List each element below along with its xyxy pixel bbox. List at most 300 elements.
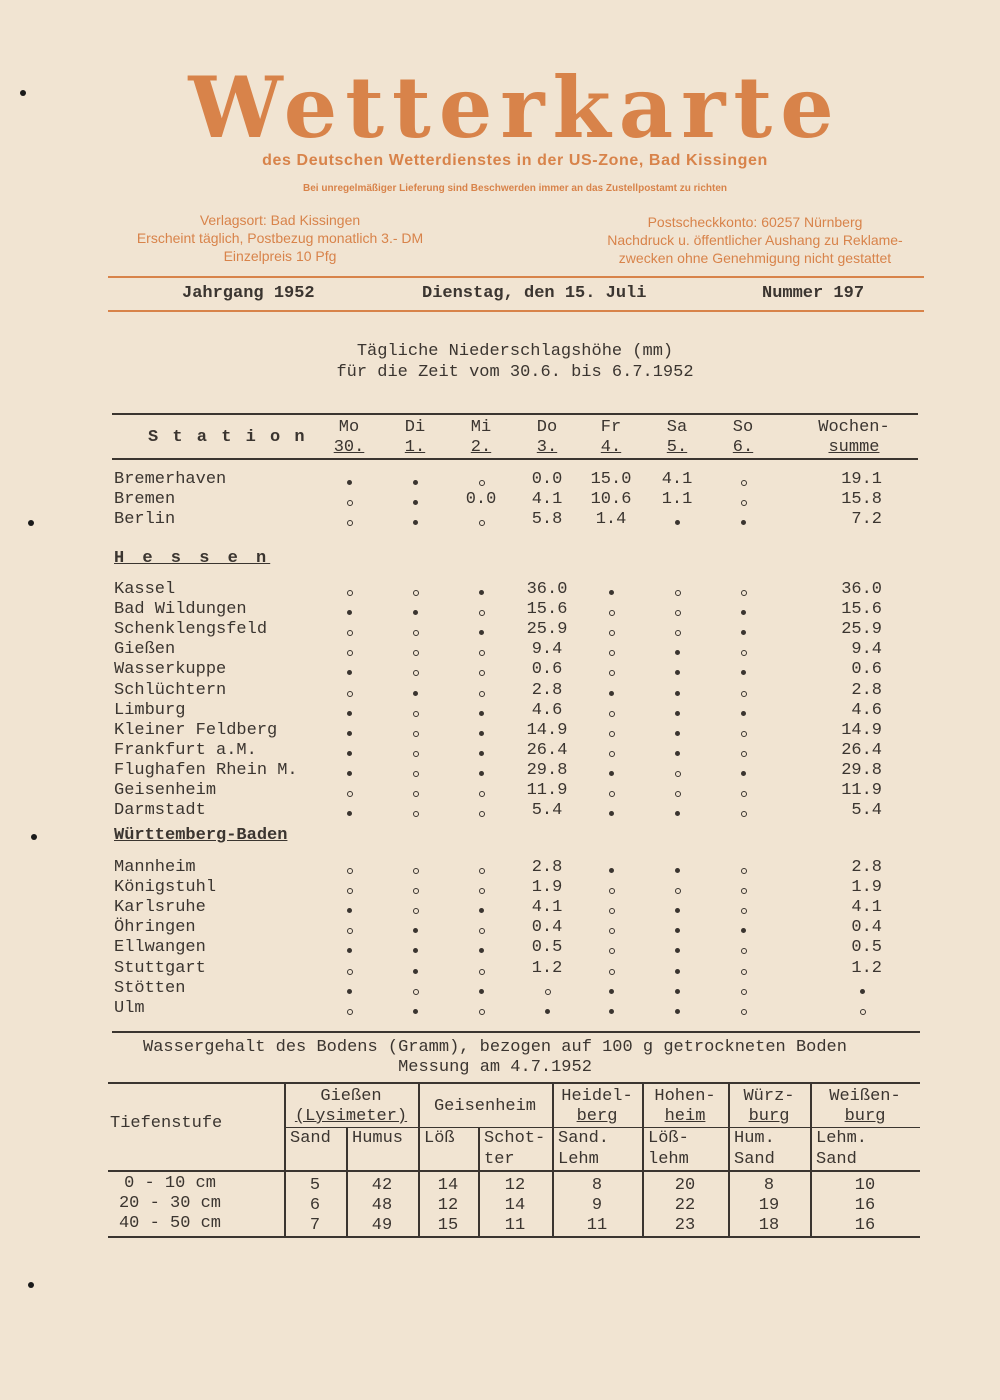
no-data-mark	[609, 731, 615, 737]
weekly-sum-header-line: Wochen-	[818, 418, 890, 437]
no-precip-mark	[347, 989, 352, 994]
weekly-sum: 1.9	[851, 878, 882, 898]
precip-value: 0.6	[531, 660, 563, 680]
weekday: Mo	[338, 418, 360, 437]
day-header	[642, 418, 712, 458]
no-precip-mark	[347, 480, 352, 485]
soil-value: 20	[674, 1176, 696, 1195]
no-data-mark	[741, 811, 747, 817]
no-data-mark	[545, 989, 551, 995]
soil-type-label: ter	[484, 1150, 515, 1169]
no-data-mark	[741, 888, 747, 894]
precip-value: 1.4	[595, 510, 627, 530]
no-precip-mark	[675, 711, 680, 716]
no-data-mark	[609, 888, 615, 894]
soil-type-label: lehm	[648, 1150, 689, 1169]
soil-value: 18	[758, 1216, 780, 1235]
soil-type-label: Löß	[424, 1129, 455, 1148]
masthead-title: Wetterkarte	[188, 58, 842, 157]
no-precip-mark	[479, 711, 484, 716]
no-precip-mark	[479, 751, 484, 756]
weekly-sum: 4.6	[851, 700, 882, 720]
soil-station-name: Würz-	[743, 1087, 795, 1106]
precip-value: 4.1	[531, 490, 563, 510]
no-data-mark	[609, 751, 615, 757]
precip-value: 2.8	[531, 680, 563, 700]
no-data-mark	[413, 711, 419, 717]
no-data-mark	[479, 888, 485, 894]
no-precip-mark	[479, 590, 484, 595]
no-precip-mark	[741, 520, 746, 525]
depth-header: Tiefenstufe	[110, 1114, 223, 1133]
no-precip-mark	[675, 1009, 680, 1014]
no-data-mark	[347, 630, 353, 636]
soil-station-header	[728, 1087, 810, 1127]
no-data-mark	[741, 731, 747, 737]
soil-value: 10	[854, 1176, 876, 1195]
no-data-mark	[347, 650, 353, 656]
no-data-mark	[741, 908, 747, 914]
weekly-sum: 1.2	[851, 958, 882, 978]
publisher-info-left	[110, 211, 450, 265]
no-precip-mark	[347, 731, 352, 736]
divider	[108, 310, 924, 312]
publisher-line: Postscheckkonto: 60257 Nürnberg	[647, 214, 863, 230]
no-precip-mark	[741, 610, 746, 615]
weekly-sum: 29.8	[841, 760, 882, 780]
no-data-mark	[609, 711, 615, 717]
weekly-sum: 26.4	[841, 740, 882, 760]
soil-date: Messung am 4.7.1952	[398, 1058, 592, 1077]
precip-value: 25.9	[526, 620, 568, 640]
precip-value: 5.4	[531, 801, 563, 821]
soil-type-header	[484, 1128, 545, 1170]
station-name: Geisenheim	[114, 781, 217, 800]
no-data-mark	[675, 610, 681, 616]
soil-type-label: Schot-	[484, 1129, 546, 1148]
station-name: Limburg	[114, 700, 186, 720]
station-name: Bad Wildungen	[114, 600, 247, 620]
precip-value: 14.9	[526, 720, 568, 740]
no-precip-mark	[675, 868, 680, 873]
day-date: 5.	[666, 438, 688, 457]
weekly-sum: 4.1	[851, 898, 882, 918]
no-data-mark	[479, 610, 485, 616]
no-data-mark	[479, 928, 485, 934]
station-name: Öhringen	[114, 918, 196, 938]
soil-value: 6	[309, 1196, 321, 1215]
no-precip-mark	[609, 771, 614, 776]
no-precip-mark	[413, 948, 418, 953]
precip-value: 10.6	[590, 490, 632, 510]
weekly-sum: 5.4	[851, 801, 882, 821]
soil-value: 15	[437, 1216, 459, 1235]
no-data-mark	[741, 590, 747, 596]
table-rule	[108, 1170, 920, 1172]
no-data-mark	[413, 731, 419, 737]
soil-type-header	[816, 1128, 867, 1170]
soil-value: 14	[437, 1176, 459, 1195]
publisher-line: Erscheint täglich, Postbezug monatlich 3.- DM	[136, 230, 424, 246]
weekly-sum: 19.1	[841, 470, 882, 489]
station-name: Kassel	[114, 580, 176, 599]
day-header	[708, 418, 778, 458]
table-rule	[112, 458, 918, 460]
station-name: Karlsruhe	[114, 898, 206, 918]
soil-value: 12	[504, 1176, 526, 1195]
soil-value: 49	[371, 1216, 393, 1235]
punch-hole	[28, 520, 34, 526]
soil-title: Wassergehalt des Bodens (Gramm), bezogen auf 100 g getrockneten Boden	[143, 1038, 847, 1057]
soil-station-name: Gießen	[320, 1087, 382, 1106]
no-data-mark	[479, 670, 485, 676]
soil-value: 9	[591, 1196, 603, 1215]
station-name: Mannheim	[114, 858, 196, 877]
station-name: Ellwangen	[114, 938, 206, 958]
no-precip-mark	[479, 630, 484, 635]
no-data-mark	[413, 811, 419, 817]
delivery-notice: Bei unregelmäßiger Lieferung sind Beschwerden immer an das Zustellpostamt zu richten	[303, 183, 727, 194]
no-precip-mark	[413, 1009, 418, 1014]
table-rule	[112, 413, 918, 415]
no-precip-mark	[347, 670, 352, 675]
soil-station-name: Geisenheim	[433, 1097, 537, 1116]
precip-value: 29.8	[526, 760, 568, 780]
soil-value: 8	[591, 1176, 603, 1195]
no-precip-mark	[675, 989, 680, 994]
no-precip-mark	[347, 751, 352, 756]
no-data-mark	[741, 989, 747, 995]
no-data-mark	[347, 500, 353, 506]
no-precip-mark	[347, 948, 352, 953]
soil-type-header	[734, 1128, 775, 1170]
station-name: Berlin	[114, 510, 176, 530]
issue-volume: Jahrgang 1952	[182, 284, 315, 303]
soil-value: 22	[674, 1196, 696, 1215]
precip-value: 5.8	[531, 510, 563, 530]
weekday: Sa	[666, 418, 688, 437]
no-precip-mark	[609, 868, 614, 873]
weekly-sum: 14.9	[841, 720, 882, 740]
day-date: 1.	[404, 438, 426, 457]
weekly-sum-header	[814, 418, 894, 458]
station-name: Gießen	[114, 640, 176, 660]
soil-type-label: Sand	[734, 1150, 775, 1169]
weekly-sum: 2.8	[851, 858, 882, 877]
soil-type-label: Hum.	[734, 1129, 775, 1148]
soil-station-header	[284, 1087, 418, 1127]
weekly-sum: 0.6	[851, 660, 882, 680]
soil-station-name: Weißen-	[829, 1087, 901, 1106]
no-data-mark	[479, 811, 485, 817]
no-precip-mark	[675, 691, 680, 696]
no-data-mark	[347, 1009, 353, 1015]
no-precip-mark	[347, 908, 352, 913]
no-precip-mark	[741, 630, 746, 635]
precip-value: 1.9	[531, 878, 563, 898]
no-precip-mark	[413, 480, 418, 485]
no-data-mark	[675, 590, 681, 596]
weekday: Do	[536, 418, 558, 437]
no-precip-mark	[609, 590, 614, 595]
soil-type-label: Sand	[290, 1129, 331, 1148]
no-precip-mark	[413, 520, 418, 525]
no-precip-mark	[675, 731, 680, 736]
divider	[108, 276, 924, 278]
precip-value: 15.0	[590, 470, 632, 489]
table-rule	[112, 1031, 920, 1033]
soil-value: 5	[309, 1176, 321, 1195]
no-data-mark	[741, 480, 747, 486]
no-precip-mark	[479, 771, 484, 776]
issue-date: Dienstag, den 15. Juli	[422, 284, 647, 303]
table-rule	[108, 1082, 920, 1084]
no-precip-mark	[675, 908, 680, 913]
no-precip-mark	[347, 811, 352, 816]
no-data-mark	[479, 1009, 485, 1015]
precip-value: 11.9	[526, 781, 568, 800]
soil-value: 42	[371, 1176, 393, 1195]
precip-value: 1.2	[531, 958, 563, 978]
soil-value: 7	[309, 1216, 321, 1235]
no-data-mark	[413, 868, 419, 874]
no-data-mark	[741, 751, 747, 757]
no-data-mark	[479, 520, 485, 526]
precip-value: 15.6	[526, 600, 568, 620]
punch-hole	[31, 834, 37, 840]
no-data-mark	[413, 751, 419, 757]
soil-station-name: Hohen-	[654, 1087, 716, 1106]
weekday: Di	[404, 418, 426, 437]
soil-station-header	[642, 1087, 728, 1127]
depth-label: 0 - 10 cm	[124, 1174, 216, 1193]
weekly-sum: 36.0	[841, 580, 882, 599]
no-data-mark	[609, 630, 615, 636]
station-name: Wasserkuppe	[114, 660, 227, 680]
no-data-mark	[413, 791, 419, 797]
weekly-sum: 7.2	[851, 510, 882, 530]
station-name: Frankfurt a.M.	[114, 740, 257, 760]
no-data-mark	[675, 630, 681, 636]
soil-type-header	[352, 1128, 403, 1149]
no-precip-mark	[675, 751, 680, 756]
no-data-mark	[479, 791, 485, 797]
day-date: 30.	[333, 438, 365, 457]
precip-value: 9.4	[531, 640, 563, 660]
station-name: Schenklengsfeld	[114, 620, 268, 640]
soil-station-name: berg	[576, 1107, 618, 1126]
no-data-mark	[675, 888, 681, 894]
station-name: Kleiner Feldberg	[114, 720, 278, 740]
weekly-sum: 0.4	[851, 918, 882, 938]
depth-label: 40 - 50 cm	[118, 1214, 222, 1233]
precip-value: 0.0	[531, 470, 563, 489]
no-data-mark	[609, 791, 615, 797]
weekly-sum	[860, 989, 865, 994]
precip-value: 36.0	[526, 580, 568, 599]
weekly-sum: 11.9	[841, 781, 882, 800]
no-precip-mark	[675, 948, 680, 953]
weekly-sum: 15.6	[841, 600, 882, 620]
precip-value: 4.1	[531, 898, 563, 918]
no-data-mark	[741, 969, 747, 975]
no-precip-mark	[675, 670, 680, 675]
station-name: Bremen	[114, 490, 176, 510]
no-data-mark	[413, 630, 419, 636]
no-data-mark	[609, 928, 615, 934]
day-header	[446, 418, 516, 458]
precip-period: für die Zeit vom 30.6. bis 6.7.1952	[336, 363, 694, 382]
no-data-mark	[741, 500, 747, 506]
soil-type-header	[290, 1128, 331, 1149]
precip-value: 26.4	[526, 740, 568, 760]
soil-value: 8	[763, 1176, 775, 1195]
no-data-mark	[741, 868, 747, 874]
soil-type-label: Lehm	[558, 1150, 599, 1169]
station-header: S t a t i o n	[148, 428, 307, 447]
no-data-mark	[609, 650, 615, 656]
no-data-mark	[609, 969, 615, 975]
no-precip-mark	[347, 711, 352, 716]
region-heading: Württemberg-Baden	[114, 826, 288, 845]
punch-hole	[28, 1282, 34, 1288]
no-data-mark	[347, 520, 353, 526]
no-data-mark	[479, 480, 485, 486]
soil-type-label: Lehm.	[816, 1129, 868, 1148]
no-data-mark	[675, 791, 681, 797]
no-data-mark	[347, 791, 353, 797]
no-data-mark	[347, 969, 353, 975]
no-precip-mark	[675, 650, 680, 655]
soil-station-name: burg	[844, 1107, 886, 1126]
soil-station-name: Heidel-	[561, 1087, 633, 1106]
no-precip-mark	[413, 691, 418, 696]
depth-label: 20 - 30 cm	[118, 1194, 222, 1213]
no-precip-mark	[479, 731, 484, 736]
soil-station-header	[810, 1087, 920, 1127]
soil-station-name: (Lysimeter)	[294, 1107, 408, 1126]
weekly-sum: 25.9	[841, 620, 882, 640]
no-precip-mark	[609, 691, 614, 696]
no-precip-mark	[675, 811, 680, 816]
precip-value: 4.1	[661, 470, 693, 489]
precip-value: 4.6	[531, 700, 563, 720]
no-data-mark	[741, 948, 747, 954]
precip-value: 0.5	[531, 938, 563, 958]
no-data-mark	[479, 650, 485, 656]
no-data-mark	[347, 928, 353, 934]
weekly-sum: 15.8	[841, 490, 882, 510]
weekday: Fr	[600, 418, 622, 437]
masthead-subtitle: des Deutschen Wetterdienstes in der US-Zone, Bad Kissingen	[262, 152, 768, 169]
station-name: Schlüchtern	[114, 680, 227, 700]
station-name: Bremerhaven	[114, 470, 227, 489]
no-data-mark	[741, 650, 747, 656]
soil-value: 16	[854, 1216, 876, 1235]
no-precip-mark	[479, 948, 484, 953]
day-date: 4.	[600, 438, 622, 457]
issue-number: Nummer 197	[762, 284, 865, 303]
no-precip-mark	[675, 928, 680, 933]
no-precip-mark	[675, 969, 680, 974]
no-data-mark	[413, 590, 419, 596]
station-name: Flughafen Rhein M.	[114, 760, 298, 780]
no-precip-mark	[413, 610, 418, 615]
no-precip-mark	[741, 928, 746, 933]
no-data-mark	[347, 888, 353, 894]
no-data-mark	[741, 691, 747, 697]
no-data-mark	[347, 590, 353, 596]
table-rule	[108, 1236, 920, 1238]
weekly-sum	[860, 1009, 866, 1015]
no-data-mark	[609, 908, 615, 914]
soil-station-header	[418, 1097, 552, 1117]
precip-value: 2.8	[531, 858, 563, 877]
precip-value: 0.0	[465, 490, 497, 510]
no-precip-mark	[609, 989, 614, 994]
day-header	[576, 418, 646, 458]
soil-value: 11	[504, 1216, 526, 1235]
no-data-mark	[413, 670, 419, 676]
no-data-mark	[741, 1009, 747, 1015]
station-name: Stötten	[114, 978, 186, 998]
day-date: 3.	[536, 438, 558, 457]
no-data-mark	[413, 908, 419, 914]
weekly-sum: 0.5	[851, 938, 882, 958]
no-data-mark	[479, 868, 485, 874]
no-precip-mark	[479, 908, 484, 913]
no-precip-mark	[675, 520, 680, 525]
publisher-info-right	[580, 213, 930, 267]
soil-value: 48	[371, 1196, 393, 1215]
soil-type-header	[424, 1128, 455, 1149]
no-precip-mark	[479, 989, 484, 994]
no-data-mark	[609, 670, 615, 676]
soil-type-label: Humus	[352, 1129, 404, 1148]
soil-type-label: Sand.	[558, 1129, 610, 1148]
soil-value: 12	[437, 1196, 459, 1215]
no-data-mark	[609, 948, 615, 954]
no-precip-mark	[741, 711, 746, 716]
soil-type-header	[648, 1128, 689, 1170]
precip-value: 0.4	[531, 918, 563, 938]
weekly-sum: 2.8	[851, 680, 882, 700]
no-data-mark	[413, 989, 419, 995]
no-data-mark	[413, 888, 419, 894]
no-precip-mark	[741, 670, 746, 675]
soil-value: 11	[586, 1216, 608, 1235]
no-data-mark	[741, 791, 747, 797]
day-header	[314, 418, 384, 458]
no-data-mark	[479, 691, 485, 697]
no-data-mark	[347, 868, 353, 874]
soil-type-header	[558, 1128, 609, 1170]
publisher-line: Einzelpreis 10 Pfg	[223, 248, 337, 264]
station-name: Stuttgart	[114, 958, 206, 978]
day-date: 6.	[732, 438, 754, 457]
soil-station-header	[552, 1087, 642, 1127]
no-precip-mark	[413, 969, 418, 974]
no-precip-mark	[347, 771, 352, 776]
soil-value: 19	[758, 1196, 780, 1215]
soil-value: 23	[674, 1216, 696, 1235]
station-name: Königstuhl	[114, 878, 217, 898]
no-data-mark	[675, 771, 681, 777]
no-data-mark	[479, 969, 485, 975]
no-precip-mark	[609, 811, 614, 816]
no-precip-mark	[741, 771, 746, 776]
day-header	[512, 418, 582, 458]
